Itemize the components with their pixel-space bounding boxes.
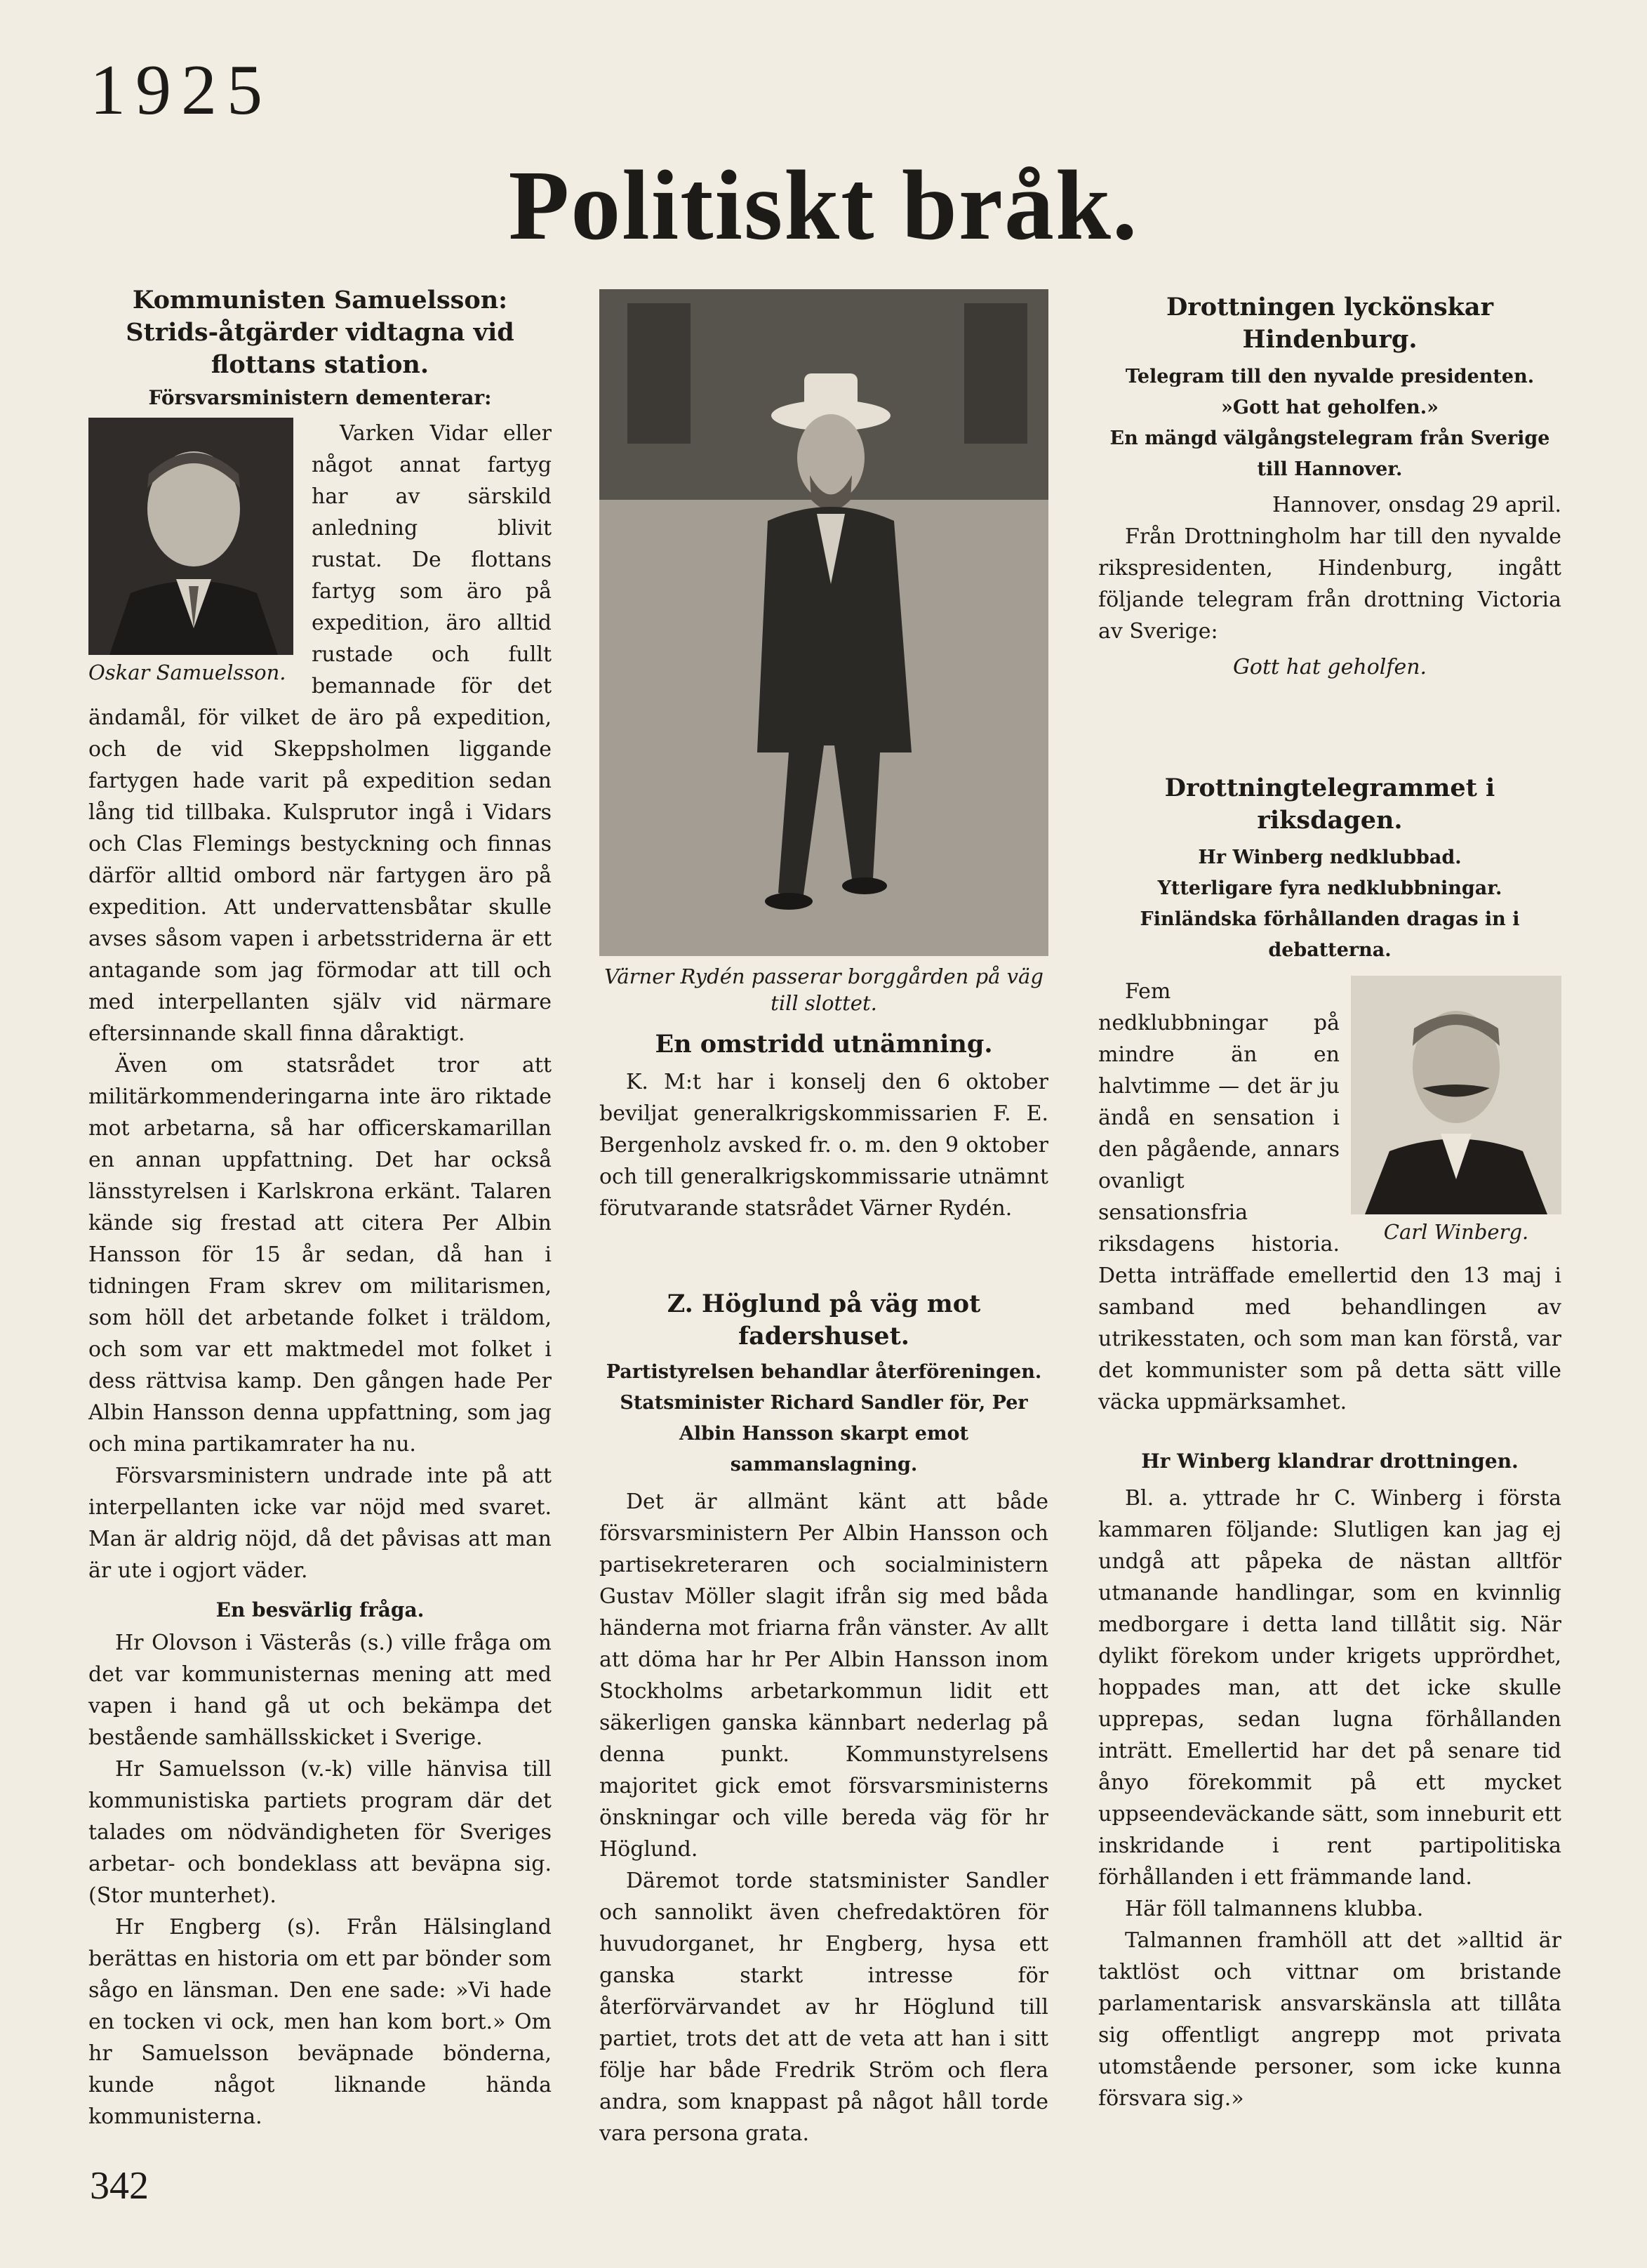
- page-title: Politiskt bråk.: [508, 150, 1139, 260]
- paragraph: Däremot torde statsminister Sandler och sannolikt även chefredaktören för huvudorganet, hr Engberg, hysa ett ganska starkt intresse för återförvärvandet av hr Höglund till partiet, trots det att de veta att han i sitt följe har både Fredrik Ström och flera andra, som knappast på något håll torde vara persona grata.: [599, 1869, 1048, 2146]
- article-subheading: En mängd välgångstelegram från Sverige till Hannover.: [1109, 427, 1550, 480]
- photo-caption: Värner Rydén passerar borggården på väg till slottet.: [604, 964, 1043, 1015]
- article-samuelsson: [88, 284, 552, 2133]
- portrait-figure: [88, 418, 299, 686]
- paragraph: K. M:t har i konselj den 6 oktober beviljat generalkrigskommissarien F. E. Bergenholz avsked fr. o. m. den 9 oktober och till generalkrigskommissarie utnämnt förutvarande statsrådet Värner Rydén.: [599, 1070, 1048, 1221]
- page-number: 342: [90, 2164, 149, 2208]
- telegram-quote: Gott hat geholfen.: [1232, 655, 1427, 679]
- portrait-caption: Carl Winberg.: [1383, 1220, 1529, 1244]
- photo-ryden: [599, 289, 1048, 956]
- paragraph: Försvarsministern undrade inte på att interpellanten icke var nöjd med svaret. Man är aldrig nöjd, då det påvisas att man är ute i ogjort väder.: [88, 1464, 552, 1583]
- paragraph: Här föll talmannens klubba.: [1125, 1897, 1424, 1921]
- paragraph: Bl. a. yttrade hr C. Winberg i första kammaren följande: Slutligen kan jag ej undgå att påpeka de nästan alltför utmanande handlingar, som en kvinnlig medborgare i detta land tillåtit sig. När dylikt förekom under krigets upprördhet, hoppades man, att det icke skulle upprepas, sedan lugna förhållanden inträtt. Emellertid har det på senare tid ånyo förekommit på ett mycket uppseendeväckande sätt, som inneburit ett inskridande i rent partipolitiska förhållanden i ett främmande land.: [1098, 1486, 1561, 1890]
- photo-image: [599, 289, 1048, 956]
- paragraph: Hr Samuelsson (v.-k) ville hänvisa till kommunistiska partiets program där det talades om nödvändigheten för Sveriges arbetar- och bondeklass att beväpna sig. (Stor munterhet).: [88, 1757, 552, 1908]
- page-year: 1925: [90, 51, 272, 130]
- article-subheading: Ytterligare fyra nedklubbningar.: [1157, 877, 1502, 899]
- section-subheading: En besvärlig fråga.: [215, 1598, 425, 1622]
- article-subheading: Hr Winberg nedklubbad.: [1198, 847, 1462, 868]
- dateline: Hannover, onsdag 29 april.: [1272, 493, 1561, 517]
- portrait-figure: [1351, 976, 1561, 1245]
- paragraph: Hr Olovson i Västerås (s.) ville fråga om det var kommunisternas mening att med vapen i hand gå ut och bekämpa det bestående samhällsskicket i Sverige.: [88, 1631, 552, 1750]
- article-riksdagen: [1098, 772, 1561, 1418]
- portrait-samuelsson: [88, 418, 293, 655]
- article-heading: En omstridd utnämning.: [655, 1030, 993, 1059]
- paragraph: Det är allmänt känt att både försvarsministern Per Albin Hansson och partisekreteraren och socialministern Gustav Möller slagit ifrån sig med båda händerna mot friarna från vänster. Av allt att döma har hr Per Albin Hansson inom Stockholms arbetarkommun lidit ett säkerligen ganska kännbart nederlag på denna punkt. Kommunstyrelsens majoritet gick emot försvarsministerns önskningar och ville bereda väg för hr Höglund.: [599, 1490, 1048, 1862]
- section-subheading: Hr Winberg klandrar drottningen.: [1141, 1450, 1519, 1473]
- article-subheading: Finländska förhållanden dragas in i debatterna.: [1140, 908, 1520, 961]
- article-subheading: Försvarsministern dementerar:: [148, 386, 492, 409]
- portrait-caption: Oskar Samuelsson.: [88, 661, 286, 684]
- article-winberg-klandrar: [1098, 1446, 1561, 2114]
- article-subheading: »Gott hat geholfen.»: [1221, 397, 1439, 418]
- article-utnamning: [599, 1028, 1048, 1224]
- photo-ryden-figure: [599, 289, 1048, 1016]
- article-heading: Z. Höglund på väg mot fadershuset.: [667, 1289, 981, 1351]
- article-hindenburg: [1098, 291, 1561, 683]
- article-subheading: Statsminister Richard Sandler för, Per Albin Hansson skarpt emot sammanslagning.: [620, 1392, 1028, 1475]
- paragraph: Även om statsrådet tror att militärkommenderingarna inte äro riktade mot arbetarna, så har officerskamarillan en annan uppfattning. Det har också länsstyrelsen i Karlskrona erkänt. Talaren kände sig frestad att citera Per Albin Hansson för 15 år sedan, då han i tidningen Fram skrev om militarismen, som höll det arbetande folket i träldom, och som var ett maktmedel mot folket i dess rättvisa kamp. Den gången hade Per Albin Hansson denna uppfattning, som jag och mina partikamrater ha nu.: [88, 1053, 552, 1457]
- paragraph: Från Drottningholm har till den nyvalde rikspresidenten, Hindenburg, ingått följande telegram från drottning Victoria av Sverige:: [1098, 524, 1561, 644]
- paragraph: Talmannen framhöll att det »alltid är taktlöst och vittnar om bristande parlamentarisk ansvarskänsla att tillåta sig offentligt angrepp mot privata utomstående personer, som icke kunna försvara sig.»: [1098, 1928, 1561, 2111]
- paragraph: Varken Vidar eller något annat fartyg har av särskild anledning blivit rustat. De flottans fartyg som äro på expedition, äro alltid rustade och fullt bemannade för det ändamål, för vilket de äro på expedition, och de vid Skeppsholmen liggande fartygen hade varit på expedition sedan lång tid tillbaka. Kulsprutor ingå i Vidars och Clas Flemings bestyckning och finnas därför alltid ombord när fartygen äro på expedition. Att undervattensbåtar skulle avses såsom vapen i arbetsstriderna är ett antagande som jag förmodar att till och med interpellanten själv vid närmare eftersinnande skall finna dåraktigt.: [88, 421, 552, 1046]
- portrait-image: [88, 418, 293, 655]
- article-hoglund: [599, 1288, 1048, 2149]
- article-subheading: Partistyrelsen behandlar återföreningen.: [606, 1361, 1042, 1383]
- article-heading: Drottningtelegrammet i riksdagen.: [1164, 774, 1495, 835]
- article-heading: Drottningen lyckönskar Hindenburg.: [1166, 293, 1494, 354]
- article-heading: Kommunisten Samuelsson: Strids-åtgärder vidtagna vid flottans station.: [126, 286, 514, 379]
- portrait-image: [1351, 976, 1561, 1214]
- paragraph: Hr Engberg (s). Från Hälsingland berättas en historia om ett par bönder som sågo en länsman. Den ene sade: »Vi hade en tocken vi ock, men han kom bort.» Om hr Samuelsson beväpnade bönderna, kunde något liknande hända kommunisterna.: [88, 1915, 552, 2129]
- portrait-winberg: [1351, 976, 1561, 1214]
- paragraph: Fem nedklubbningar på mindre än en halvtimme — det är ju ändå en sensation i den pågående, annars ovanligt sensationsfria riksdagens historia. Detta inträffade emellertid den 13 maj i samband med behandlingen av utrikesstaten, och som man kan förstå, var det kommunister som på detta sätt ville väcka uppmärksamhet.: [1098, 979, 1561, 1414]
- article-subheading: Telegram till den nyvalde presidenten.: [1125, 366, 1535, 387]
